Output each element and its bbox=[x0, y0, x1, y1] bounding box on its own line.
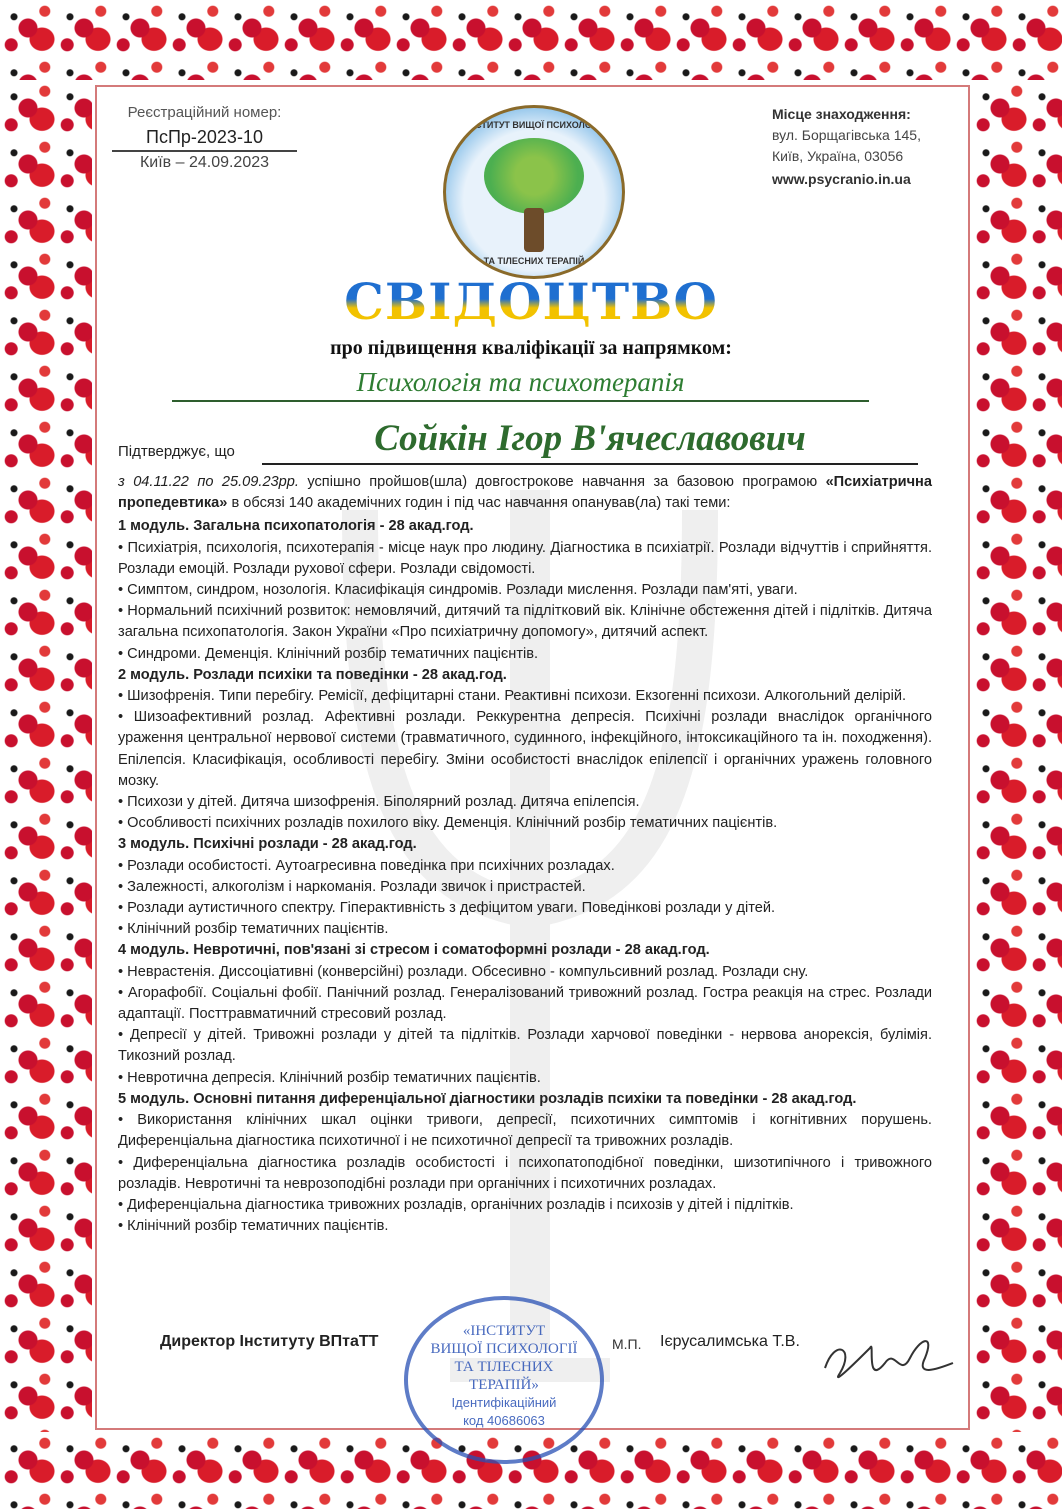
module-title: 3 модуль. Психічні розлади - 28 акад.год. bbox=[118, 836, 417, 853]
certificate-subtitle: про підвищення кваліфікації за напрямком: bbox=[330, 337, 732, 359]
issue-city-date: Київ – 24.09.2023 bbox=[139, 154, 270, 171]
certificate-title: СВІДОЦТВО bbox=[0, 272, 1062, 332]
tree-trunk-icon bbox=[524, 208, 544, 252]
intro-text-2: в обсязі 140 академічних годин і під час навчання опанував(ла) такі теми: bbox=[227, 495, 731, 512]
module-topic: • Диференціальна діагностика тривожних розладів, органічних розладів і психозів у дітей і підлітків. bbox=[118, 1196, 794, 1213]
module-topic: • Використання клінічних шкал оцінки тривоги, депресії, психотичних симптомів і когнітивних порушень. Диференціальна діагностика психотичної і не психотичної депресії та тривожних розладів. bbox=[118, 1112, 932, 1150]
study-period: з 04.11.22 по 25.09.23рр. bbox=[118, 474, 299, 490]
module-topic: • Невротична депресія. Клінічний розбір тематичних пацієнтів. bbox=[118, 1069, 541, 1086]
module-topic: • Агорафобії. Соціальні фобії. Панічний розлад. Генералізований тривожний розлад. Гостра реакція на стрес. Розлади адаптації. Посттравматичний стресовий розлад. bbox=[118, 984, 932, 1023]
location-label: Місце знаходження: bbox=[772, 106, 911, 122]
module-topic: • Психози у дітей. Дитяча шизофренія. Біполярний розлад. Дитяча епілепсія. bbox=[118, 794, 640, 811]
certificate-body bbox=[118, 472, 932, 1237]
address-block bbox=[772, 104, 921, 190]
module-topic: • Залежності, алкоголізм і наркоманія. Розлади звичок і пристрастей. bbox=[118, 878, 586, 895]
registration-label: Реєстраційний номер: bbox=[127, 104, 282, 121]
director-position: Директор Інституту ВПтаТТ bbox=[160, 1333, 379, 1350]
stamp-code: код 40686063 bbox=[463, 1413, 545, 1428]
stamp-text: ВИЩОЇ ПСИХОЛОГІЇ bbox=[430, 1341, 578, 1357]
registration-block bbox=[112, 104, 297, 172]
tree-crown-icon bbox=[484, 138, 584, 214]
institute-logo bbox=[443, 105, 625, 279]
stamp-place-label: М.П. bbox=[612, 1336, 642, 1352]
module-topic: • Психіатрія, психологія, психотерапія - місце наук про людину. Діагностика в психіатрії. Розлади відчуттів і сприйняття. Розлади емоцій. Розлади рухової сфери. Розлади свідомості. bbox=[118, 539, 932, 577]
registration-number: ПсПр-2023-10 bbox=[112, 127, 297, 152]
confirm-label: Підтверджує, що bbox=[118, 443, 235, 460]
logo-top-text: ІНСТИТУТ ВИЩОЇ ПСИХОЛОГІЇ bbox=[466, 120, 602, 130]
module-topic: • Синдроми. Деменція. Клінічний розбір тематичних пацієнтів. bbox=[118, 645, 539, 662]
module-topic: • Симптом, синдром, нозологія. Класифікація синдромів. Розлади мислення. Розлади пам'яті, уваги. bbox=[118, 582, 798, 599]
ornament-border-top bbox=[0, 0, 1062, 80]
logo-bottom-text: ТА ТІЛЕСНИХ ТЕРАПІЙ bbox=[483, 256, 585, 266]
module-topic: • Нормальний психічний розвиток: немовлячий, дитячий та підлітковий вік. Клінічне обстеження дітей і підлітків. Дитяча загальна психопатологія. Закон України «Про психіатричну допомогу», дитячий аспект. bbox=[118, 603, 932, 641]
module-title: 1 модуль. Загальна психопатологія - 28 акад.год. bbox=[118, 518, 474, 535]
module-topic: • Неврастенія. Диссоціативні (конверсійні) розлади. Обсесивно - компульсивний розлад. Розлади сну. bbox=[118, 963, 809, 980]
module-topic: • Диференціальна діагностика розладів особистості і психопатоподібної поведінки, шизотипічного і тривожного розладів. Невротичні та неврозоподібні розлади при органічних і психотичних розладах. bbox=[118, 1154, 932, 1192]
module-title: 5 модуль. Основні питання диференціальної діагностики розладів психіки та поведінки - 28 акад.год. bbox=[118, 1090, 857, 1107]
director-name: Ієрусалимська Т.В. bbox=[660, 1333, 800, 1350]
stamp-text: ТЕРАПІЙ» bbox=[469, 1377, 539, 1393]
intro-paragraph bbox=[118, 472, 932, 514]
module-title: 4 модуль. Невротичні, пов'язані зі стресом і соматоформні розлади - 28 акад.год. bbox=[118, 942, 710, 959]
module-title: 2 модуль. Розлади психіки та поведінки - 28 акад.год. bbox=[118, 666, 507, 683]
intro-text: успішно пройшов(шла) довгострокове навчання за базовою програмою bbox=[298, 474, 826, 490]
address-city: Київ, Україна, 03056 bbox=[772, 148, 904, 164]
website-link[interactable]: www.psycranio.in.ua bbox=[772, 171, 911, 187]
module-topic: • Шизофренія. Типи перебігу. Ремісії, дефіцитарні стани. Реактивні психози. Екзогенні психози. Алкогольний делірій. bbox=[118, 688, 907, 705]
module-topic: • Клінічний розбір тематичних пацієнтів. bbox=[118, 921, 389, 938]
stamp-text: «ІНСТИТУТ bbox=[462, 1323, 546, 1339]
program-name: «Психіатрична пропедевтика» bbox=[118, 474, 932, 512]
module-topic: • Розлади аутистичного спектру. Гіперактивність з дефіцитом уваги. Поведінкові розлади у дітей. bbox=[118, 900, 776, 917]
person-name: Сойкін Ігор В'ячеславович bbox=[262, 415, 918, 465]
official-stamp bbox=[404, 1296, 604, 1464]
training-direction: Психологія та психотерапія bbox=[172, 366, 869, 402]
stamp-text: Ідентифікаційний bbox=[451, 1395, 557, 1410]
module-topic: • Шизоафективний розлад. Афективні розлади. Реккурентна депресія. Психічні розлади внаслідок органічного ураження центральної нервової системи (травматичного, судинного, інфекційного, інтоксикаційного та ін. походження). Епілепсія. Класифікація, особливості перебігу. Зміни особистості внаслідок епілепсії і органічних уражень головного мозку. bbox=[118, 709, 932, 789]
stamp-text: ТА ТІЛЕСНИХ bbox=[454, 1359, 554, 1375]
handwritten-signature bbox=[815, 1318, 955, 1393]
module-topic: • Особливості психічних розладів похилого віку. Деменція. Клінічний розбір тематичних пацієнтів. bbox=[118, 815, 778, 832]
address-street: вул. Борщагівська 145, bbox=[772, 127, 921, 143]
module-topic: • Клінічний розбір тематичних пацієнтів. bbox=[118, 1218, 389, 1235]
module-topic: • Розлади особистості. Аутоагресивна поведінка при психічних розладах. bbox=[118, 857, 615, 874]
module-topic: • Депресії у дітей. Тривожні розлади у дітей та підлітків. Розлади харчової поведінки - нервова анорексія, булімія. Тикозний розлад. bbox=[118, 1027, 932, 1065]
